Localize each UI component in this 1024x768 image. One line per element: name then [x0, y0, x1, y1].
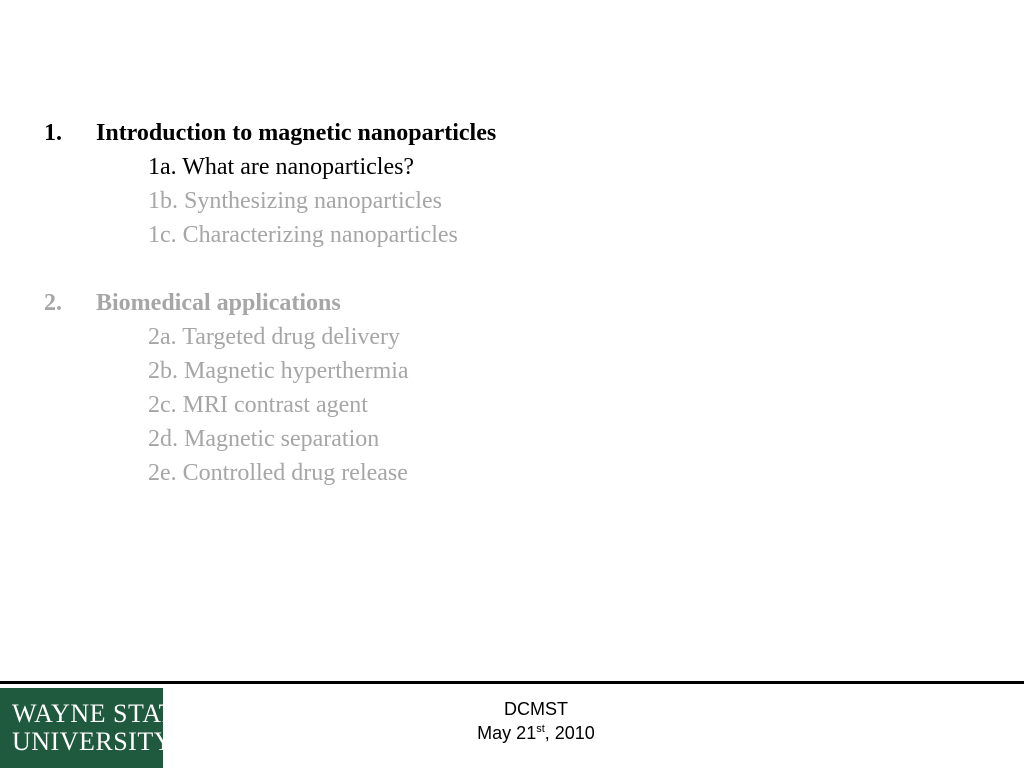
footer-caption [436, 697, 636, 745]
outline-item-magnetic-hyperthermia: 2b. Magnetic hyperthermia [148, 358, 409, 384]
section-number: 1. [44, 120, 62, 146]
section-title: Introduction to magnetic nanoparticles [96, 120, 497, 146]
footer-date [436, 721, 636, 745]
section-biomedical-applications [44, 286, 944, 490]
logo-line-1: WAYNE STATE [12, 699, 192, 728]
outline-item-mri-contrast-agent: 2c. MRI contrast agent [148, 392, 368, 418]
footer-date-prefix: May 21 [477, 723, 537, 743]
outline-item-characterizing: 1c. Characterizing nanoparticles [148, 222, 458, 248]
outline-item-what-are-nanoparticles: 1a. What are nanoparticles? [148, 154, 415, 180]
outline-item-synthesizing: 1b. Synthesizing nanoparticles [148, 188, 442, 214]
section-introduction [44, 116, 944, 252]
outline [44, 116, 944, 490]
footer-date-suffix: st [536, 723, 545, 735]
logo-line-2: UNIVERSITY [12, 727, 173, 756]
footer-divider [0, 681, 1024, 684]
section-number: 2. [44, 290, 62, 316]
section-heading [44, 116, 944, 150]
footer-org: DCMST [504, 699, 568, 719]
outline-item-magnetic-separation: 2d. Magnetic separation [148, 426, 380, 452]
section-title: Biomedical applications [96, 290, 341, 316]
section-heading [44, 286, 944, 320]
footer-date-year: , 2010 [544, 723, 595, 743]
outline-item-targeted-drug-delivery: 2a. Targeted drug delivery [148, 324, 401, 350]
outline-item-controlled-drug-release: 2e. Controlled drug release [148, 460, 408, 486]
wayne-state-logo [0, 688, 192, 768]
